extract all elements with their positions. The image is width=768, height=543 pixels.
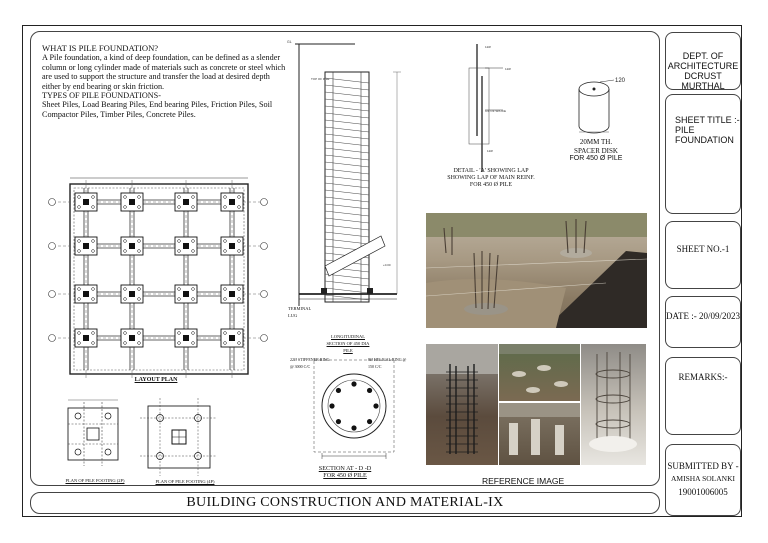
helical-ring: [325, 183, 369, 188]
svg-text:+0.00: +0.00: [383, 263, 391, 267]
detail-a-label: [445, 168, 537, 189]
helical-ring: [325, 78, 369, 83]
spacer-line1: 20MM TH.: [579, 138, 613, 146]
svg-text:12Ø: 12Ø: [485, 45, 491, 49]
column: [183, 291, 189, 297]
column: [229, 243, 235, 249]
reference-photo-cage: [426, 344, 498, 465]
intro-text-block: [42, 44, 290, 119]
helical-ring: [325, 288, 369, 293]
spacer-line2: SPACER DISK: [574, 146, 618, 155]
section-dd-subtitle: FOR 450 Ø PILE: [323, 472, 367, 479]
column: [229, 199, 235, 205]
column: [83, 335, 89, 341]
helical-ring: [325, 218, 369, 223]
layout-plan-drawing: [44, 176, 272, 382]
terminal-lug-label: TERMINAL LUG: [288, 306, 312, 318]
helical-ring: [325, 120, 369, 125]
helical-ring: [325, 162, 369, 167]
column: [83, 243, 89, 249]
helical-ring: [325, 281, 369, 286]
sheet-number-text: SHEET NO.-1: [676, 244, 730, 254]
column: [183, 243, 189, 249]
helical-ring: [325, 85, 369, 90]
helical-ring: [325, 155, 369, 160]
sheet-title-text: SHEET TITLE :- PILE FOUNDATION: [675, 115, 740, 145]
main-bar: [336, 388, 341, 393]
lap-splice-text: C/L OF SPLICE: [485, 109, 507, 113]
main-bar: [336, 419, 341, 424]
grid-bubble: [261, 291, 268, 298]
main-bar: [367, 388, 372, 393]
department-box: [665, 32, 741, 90]
column: [229, 291, 235, 297]
helical-ring: [325, 92, 369, 97]
remarks-text: REMARKS:-: [678, 372, 728, 382]
spacer-line3: FOR 450 Ø PILE: [569, 155, 623, 162]
pile-footing-plan-4p-label: PLAN OF PILE FOOTING (4P): [155, 479, 215, 484]
longitudinal-section-drawing: [285, 36, 410, 341]
longitudinal-section-label: LONGITUDINAL SECTION OF 450 DIA PILE: [326, 334, 370, 353]
grid-bubble: [49, 291, 56, 298]
main-bar: [373, 403, 378, 408]
svg-text:12Ø: 12Ø: [487, 149, 493, 153]
column: [183, 199, 189, 205]
grid-bubble: [49, 199, 56, 206]
reference-photo-pile-heads: [499, 403, 580, 465]
detail-a-lap-drawing: [455, 40, 535, 176]
department-text: DEPT. OF ARCHITECTURE DCRUST MURTHAL: [667, 51, 739, 91]
grid-bubble: [261, 243, 268, 250]
sheet-number-box: [665, 221, 741, 289]
helical-ring: [325, 99, 369, 104]
reference-image-label: REFERENCE IMAGE: [482, 476, 565, 486]
helical-ring: [325, 197, 369, 202]
site-photo-pile-reinforcement: [426, 213, 647, 328]
grid-bubble: [49, 335, 56, 342]
layout-plan-label: LAYOUT PLAN: [134, 377, 178, 383]
roll-number-text: 19001006005: [678, 487, 728, 497]
helical-ring-label: 8Ø HELICAL RING @ 150 C/C: [368, 357, 407, 369]
column: [229, 335, 235, 341]
grid-bubble: [261, 199, 268, 206]
helical-ring: [325, 204, 369, 209]
section-dd-title: SECTION AT - D -D: [318, 465, 372, 472]
helical-ring: [325, 232, 369, 237]
stiffener-ring-label: 22Ø STIFFENER RING @ 3000 C/C: [290, 357, 330, 369]
remarks-box: [665, 357, 741, 435]
column: [83, 291, 89, 297]
helical-ring: [325, 148, 369, 153]
sheet-title-box: [665, 94, 741, 214]
main-bar: [351, 381, 356, 386]
column: [129, 199, 135, 205]
reference-photo-helical-cage: [581, 344, 646, 465]
helical-ring: [325, 239, 369, 244]
column: [129, 291, 135, 297]
spacer-dim-text: 120: [615, 78, 626, 84]
spacer-disk-label: [556, 138, 636, 164]
column: [129, 243, 135, 249]
column: [129, 335, 135, 341]
types-heading: TYPES OF PILE FOUNDATIONS-: [42, 91, 161, 101]
detail-a-line2: SHOWING LAP OF MAIN REINF.: [447, 175, 535, 181]
detail-a-line1: DETAIL - 'A' SHOWING LAP: [453, 168, 529, 174]
helical-ring: [325, 169, 369, 174]
helical-ring: [325, 211, 369, 216]
section-dd-label: [306, 465, 384, 479]
intro-paragraph: A Pile foundation, a kind of deep foundation, can be defined as a slender column or long cylinder made of materials such as concrete or steel which are used to support the structure and transfer the load at desired depth either by end bearing or skin friction.: [42, 53, 286, 91]
submitted-by-box: [665, 444, 741, 516]
helical-ring: [325, 225, 369, 230]
spacer-disk-drawing: [568, 72, 628, 136]
helical-ring: [325, 190, 369, 195]
date-box: [665, 296, 741, 348]
grid-bubble: [261, 335, 268, 342]
detail-a-line3: FOR 450 Ø PILE: [469, 182, 513, 188]
types-list: Sheet Piles, Load Bearing Piles, End bearing Piles, Friction Piles, Soil Compactor Piles, Timber Piles, Concrete Piles.: [42, 100, 273, 119]
submitted-by-text: SUBMITTED BY -: [667, 461, 739, 471]
helical-ring: [325, 113, 369, 118]
intro-heading: WHAT IS PILE FOUNDATION?: [42, 43, 159, 53]
helical-ring: [325, 134, 369, 139]
main-bar: [367, 419, 372, 424]
gl-level-text: GL: [287, 40, 292, 44]
reference-photo-pile-caps: [499, 344, 580, 401]
grid-bubble: [49, 243, 56, 250]
helical-ring: [325, 141, 369, 146]
student-name-text: AMISHA SOLANKI: [671, 474, 735, 483]
helical-ring: [325, 106, 369, 111]
column: [183, 335, 189, 341]
top-of-pile-text: TOP OF PILE: [311, 77, 330, 81]
pile-footing-plan-2p: [62, 394, 124, 476]
main-bar: [329, 403, 334, 408]
column: [83, 199, 89, 205]
pile-footing-plan-4p: [138, 396, 218, 478]
date-text: DATE :- 20/09/2023: [666, 311, 740, 321]
helical-ring: [325, 176, 369, 181]
svg-text:12Ø: 12Ø: [505, 67, 511, 71]
helical-ring: [325, 127, 369, 132]
main-bar: [351, 425, 356, 430]
sheet-title-strip: BUILDING CONSTRUCTION AND MATERIAL-IX: [30, 492, 660, 514]
pile-footing-plan-2p-label: PLAN OF PILE FOOTING (2P): [65, 478, 125, 483]
